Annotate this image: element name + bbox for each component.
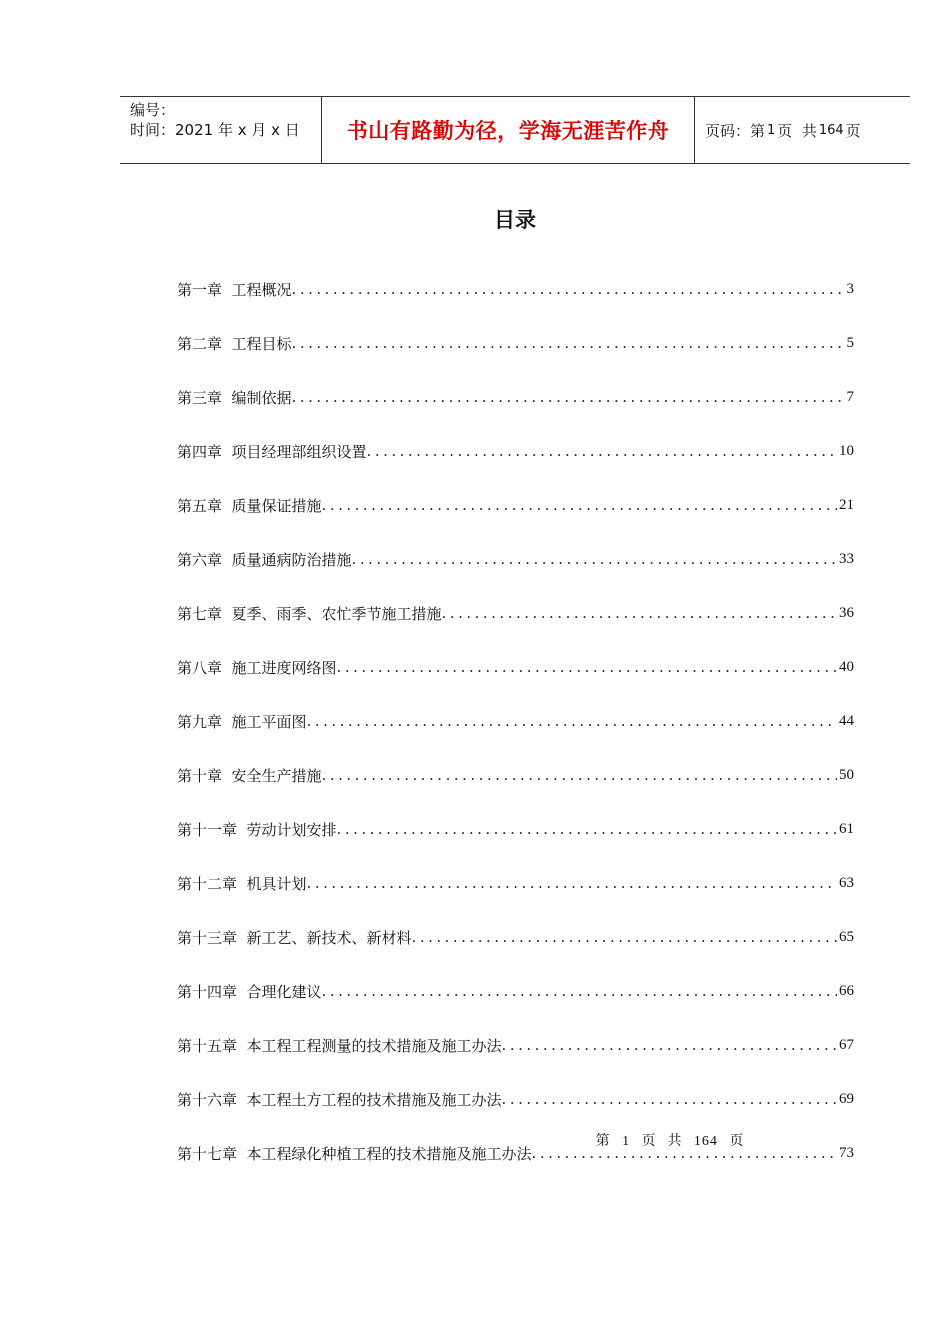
toc-dot-leader xyxy=(307,712,837,730)
toc-entry-page-number[interactable]: 36 xyxy=(839,604,854,621)
header-page-cell xyxy=(695,97,910,163)
header-page-prefix: 页码：第 xyxy=(705,121,766,140)
toc-entry[interactable] xyxy=(177,424,854,478)
toc-entry[interactable] xyxy=(177,478,854,532)
toc-dot-leader xyxy=(307,874,837,892)
toc-dot-leader xyxy=(322,766,837,784)
toc-entry-label[interactable]: 第二章 工程目标 xyxy=(177,334,292,353)
toc-dot-leader xyxy=(292,334,845,352)
toc-entry-label[interactable]: 第一章 工程概况 xyxy=(177,280,292,299)
toc-entry[interactable] xyxy=(177,532,854,586)
footer-prefix: 第 xyxy=(595,1133,611,1149)
page-footer xyxy=(0,1130,950,1150)
header-number-label: 编号： xyxy=(130,101,176,119)
toc-entry-label[interactable]: 第十二章 机具计划 xyxy=(177,874,307,893)
toc-entry[interactable] xyxy=(177,856,854,910)
toc-entry-label[interactable]: 第十六章 本工程土方工程的技术措施及施工办法 xyxy=(177,1090,502,1109)
footer-suffix: 页 xyxy=(729,1133,745,1149)
toc-entry-label[interactable]: 第十四章 合理化建议 xyxy=(177,982,322,1001)
toc-entry[interactable] xyxy=(177,1018,854,1072)
footer-current: 1 xyxy=(622,1134,631,1149)
header-motto: 书山有路勤为径，学海无涯苦作舟 xyxy=(346,118,670,143)
toc-dot-leader xyxy=(367,442,837,460)
header-page-total: 164 xyxy=(818,122,844,138)
header-info-cell xyxy=(120,97,322,163)
toc-entry-label[interactable]: 第十一章 劳动计划安排 xyxy=(177,820,337,839)
toc-entry-page-number[interactable]: 44 xyxy=(839,712,854,729)
toc-dot-leader xyxy=(292,388,845,406)
toc-entry[interactable] xyxy=(177,964,854,1018)
toc-entry-page-number[interactable]: 66 xyxy=(839,982,854,999)
toc-entry-label[interactable]: 第十章 安全生产措施 xyxy=(177,766,322,785)
toc-entry-label[interactable]: 第十五章 本工程工程测量的技术措施及施工办法 xyxy=(177,1036,502,1055)
toc-entry[interactable] xyxy=(177,694,854,748)
toc-entry-page-number[interactable]: 65 xyxy=(839,928,854,945)
toc-entry-page-number[interactable]: 10 xyxy=(839,442,854,459)
toc-entry-page-number[interactable]: 3 xyxy=(846,280,854,297)
toc-dot-leader xyxy=(442,604,837,622)
toc-entry[interactable] xyxy=(177,640,854,694)
toc-entry-page-number[interactable]: 50 xyxy=(839,766,854,783)
header-page-current: 1 xyxy=(767,122,776,138)
toc-entry[interactable] xyxy=(177,316,854,370)
toc-dot-leader xyxy=(292,280,845,298)
header-page-mid: 页 共 xyxy=(777,121,817,140)
toc-dot-leader xyxy=(412,928,837,946)
toc-entry[interactable] xyxy=(177,370,854,424)
toc-entry[interactable] xyxy=(177,586,854,640)
footer-mid: 页 共 xyxy=(641,1133,683,1149)
toc-entry-page-number[interactable]: 69 xyxy=(839,1090,854,1107)
toc-entry-page-number[interactable]: 5 xyxy=(846,334,854,351)
document-header xyxy=(120,96,910,164)
toc-dot-leader xyxy=(322,496,837,514)
toc-entry-label[interactable]: 第七章 夏季、雨季、农忙季节施工措施 xyxy=(177,604,442,623)
toc-dot-leader xyxy=(502,1036,837,1054)
toc-entry-page-number[interactable]: 61 xyxy=(839,820,854,837)
toc-entry[interactable] xyxy=(177,910,854,964)
toc-entry-page-number[interactable]: 7 xyxy=(846,388,854,405)
toc-entry-label[interactable]: 第十三章 新工艺、新技术、新材料 xyxy=(177,928,412,947)
header-time-label: 时间：2021 年 x 月 x 日 xyxy=(130,121,300,139)
toc-entry-label[interactable]: 第四章 项目经理部组织设置 xyxy=(177,442,367,461)
toc-dot-leader xyxy=(337,658,837,676)
toc-list xyxy=(177,262,854,1180)
toc-entry[interactable] xyxy=(177,802,854,856)
toc-entry-label[interactable]: 第五章 质量保证措施 xyxy=(177,496,322,515)
toc-title: 目录 xyxy=(494,208,536,232)
toc-entry[interactable] xyxy=(177,1072,854,1126)
header-motto-cell xyxy=(322,97,695,163)
toc-entry-page-number[interactable]: 73 xyxy=(839,1144,854,1161)
toc-entry-label[interactable]: 第十七章 本工程绿化种植工程的技术措施及施工办法 xyxy=(177,1144,532,1163)
toc-entry-page-number[interactable]: 40 xyxy=(839,658,854,675)
toc-entry-label[interactable]: 第三章 编制依据 xyxy=(177,388,292,407)
toc-entry-page-number[interactable]: 63 xyxy=(839,874,854,891)
toc-entry-label[interactable]: 第八章 施工进度网络图 xyxy=(177,658,337,677)
toc-entry-label[interactable]: 第六章 质量通病防治措施 xyxy=(177,550,352,569)
toc-entry[interactable] xyxy=(177,748,854,802)
toc-dot-leader xyxy=(337,820,837,838)
header-page-suffix: 页 xyxy=(845,121,861,140)
toc-dot-leader xyxy=(502,1090,837,1108)
toc-entry-label[interactable]: 第九章 施工平面图 xyxy=(177,712,307,731)
toc-dot-leader xyxy=(352,550,837,568)
toc-entry[interactable] xyxy=(177,262,854,316)
toc-dot-leader xyxy=(322,982,837,1000)
toc-entry-page-number[interactable]: 67 xyxy=(839,1036,854,1053)
footer-total: 164 xyxy=(693,1134,718,1149)
toc-entry-page-number[interactable]: 33 xyxy=(839,550,854,567)
toc-entry-page-number[interactable]: 21 xyxy=(839,496,854,513)
